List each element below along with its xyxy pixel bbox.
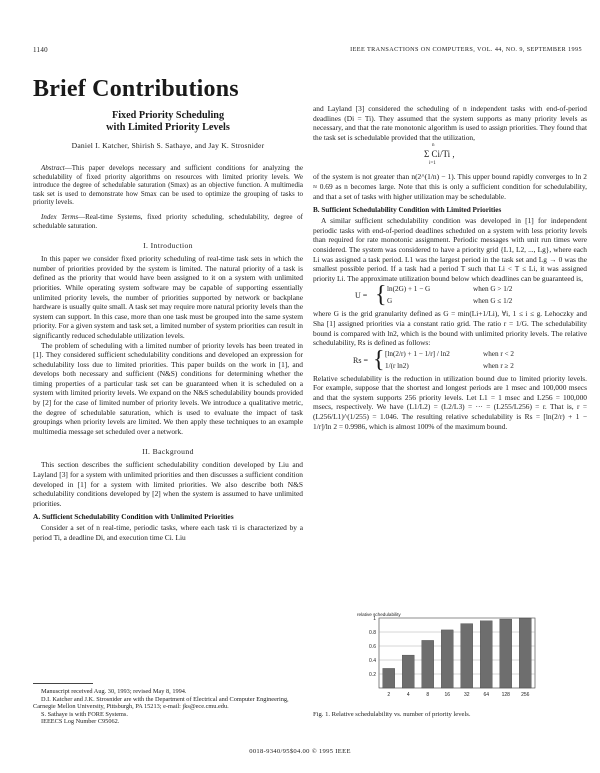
figure-1 bbox=[339, 608, 539, 700]
y-tick-label: 0.6 bbox=[369, 644, 376, 650]
footnote bbox=[33, 683, 303, 726]
equation-relative-schedulability bbox=[313, 348, 587, 374]
bar-128 bbox=[500, 619, 512, 688]
equation-sum-index: i=1 bbox=[429, 161, 436, 167]
subsection-heading-a: A. Sufficient Schedulability Condition with Unlimited Priorities bbox=[33, 512, 234, 522]
left-column bbox=[33, 110, 303, 543]
equation-2-case-1: ln(2G) + 1 − G bbox=[387, 285, 431, 294]
y-tick-label: 1 bbox=[373, 616, 376, 622]
equation-2-case-2: G bbox=[387, 297, 393, 306]
index-terms-label: Index Terms bbox=[41, 212, 79, 221]
abstract-label: Abstract bbox=[41, 164, 65, 172]
equation-sum-top: n bbox=[432, 143, 435, 149]
section-heading-background: II. Background bbox=[142, 447, 194, 457]
footnote-rule bbox=[33, 683, 93, 684]
page-number: 1140 bbox=[33, 46, 48, 54]
footnote-line-3: S. Sathaye is with FORE Systems. bbox=[41, 710, 128, 718]
x-tick-label: 16 bbox=[444, 692, 451, 698]
y-tick-label: 0.8 bbox=[369, 630, 376, 636]
authors: Daniel I. Katcher, Shirish S. Sathaye, and Jay K. Strosnider bbox=[71, 141, 265, 150]
equation-utilization bbox=[313, 145, 587, 169]
equation-utilization-bound bbox=[313, 283, 587, 309]
right-paragraph-2: of the system is not greater than n(2^(1/n) − 1). This upper bound rapidly converges to ln 2 ≈ 0.69 as n becomes large. Note that this is only a sufficient condition for schedulability, and that a set of tasks with higher utilization may be schedulable. bbox=[313, 172, 587, 201]
right-column bbox=[313, 104, 587, 431]
intro-paragraph-1: In this paper we consider fixed priority scheduling of real-time task sets in which the number of priorities provided by the system is limited. The natural priority of a task is defined as the priority that would have been assigned to it on a system with unlimited priorities. While operating system software may be capable of supporting essentially unlimited priority levels, the number of priorities supported by network or backplane hardware is usually quite small. A task set may require more natural priority levels than the system can support. In this case, more than one task must be grouped into the same system priority. For a given system and task set, a limited number of system priorities can result in significantly reduced schedulable utilization levels. bbox=[33, 254, 303, 340]
equation-3-condition-1: when r < 2 bbox=[483, 349, 514, 358]
x-tick-label: 64 bbox=[483, 692, 490, 698]
x-tick-label: 8 bbox=[426, 692, 430, 698]
y-tick-label: 0.4 bbox=[369, 658, 376, 664]
equation-3-case-2: 1/(r ln2) bbox=[385, 361, 409, 370]
background-paragraph-1: This section describes the sufficient schedulability condition developed by Liu and Layland [3] for a system with unlimited priorities and then discusses a sufficient condition developed in [1] for a system with limited priorities. We also describe both N&S schedulability conditions developed by [2] when the system is assumed to have unlimited priorities. bbox=[33, 460, 303, 508]
y-axis-label: relative schedulability bbox=[357, 612, 401, 617]
journal-header: IEEE TRANSACTIONS ON COMPUTERS, VOL. 44, NO. 9, SEPTEMBER 1995 bbox=[350, 46, 582, 53]
right-paragraph-3: A similar sufficient schedulability condition was developed in [1] for independent periodic tasks with end-of-period deadlines scheduled on a system with less priority levels than required for rate monotonic assignment. Periodic messages with unit run times were considered. The system was considered to have a priority grid {L1, L2, ..., Lg}, where each Li was assigned a task period. L1 was the largest period in the task set and Lg → 0 was the smallest possible period. If a task had a period T such that Li < T ≤ Li, it was assigned priority Li. The approximate utilization bound below which deadlines can be guaranteed is, bbox=[313, 216, 587, 283]
subsection-heading-b: B. Sufficient Schedulability Condition with Limited Priorities bbox=[313, 206, 502, 215]
article-title-line2: with Limited Priority Levels bbox=[106, 122, 230, 133]
abstract-text: —This paper develops necessary and sufficient conditions for analyzing the schedulability of fixed priority algorithms on resources with limited priority levels. We introduce the degree of schedulable saturation (Smax) as an objective function. A multimedia task set is used to demonstrate how Smax can be used to optimize the grouping of tasks to priority levels. bbox=[33, 164, 303, 207]
x-tick-label: 128 bbox=[501, 692, 510, 698]
equation-2-condition-2: when G ≤ 1/2 bbox=[473, 297, 513, 306]
figure-caption: Fig. 1. Relative schedulability vs. number of priority levels. bbox=[313, 711, 471, 718]
footnote-line-1: Manuscript received Aug. 30, 1993; revised May 8, 1994. bbox=[41, 688, 187, 695]
index-terms-text: —Real-time Systems, fixed priority scheduling, schedulability, degree of schedulable saturation. bbox=[33, 212, 304, 230]
subsection-a-paragraph: Consider a set of n real-time, periodic tasks, where each task τi is characterized by a period Ti, a deadline Di, and execution time Ci. Liu bbox=[33, 523, 303, 542]
index-terms bbox=[33, 213, 303, 230]
equation-3-case-1: [ln(2/r) + 1 − 1/r] / ln2 bbox=[385, 349, 450, 358]
bar-16 bbox=[441, 630, 453, 688]
bar-256 bbox=[519, 618, 531, 688]
section-heading-introduction: I. Introduction bbox=[143, 241, 193, 251]
intro-paragraph-2: The problem of scheduling with a limited number of priority levels has been treated in [1]. They considered sufficient schedulability conditions and developed an expression for schedulability loss due to limited priorities. This paper builds on the work in [1], and develops both necessary and sufficient (N&S) conditions for determining whether the timing properties of a particular task set can be guaranteed when it is scheduled on a system with limited priority levels. We expand on the N&S schedulability bounds provided by [2] for the case of limited number of priority levels. We introduce a qualitative metric, the degree of schedulable saturation, which is used to evaluate the impact of task groupings when priority levels are limited. We then apply these techniques to an example multimedia message set scheduled over a network. bbox=[33, 340, 303, 436]
x-tick-label: 32 bbox=[463, 692, 470, 698]
bar-2 bbox=[383, 668, 395, 688]
footnote-line-4: IEEECS Log Number C95062. bbox=[41, 718, 120, 726]
equation-3-condition-2: when r ≥ 2 bbox=[483, 361, 514, 370]
right-paragraph-1: and Layland [3] considered the scheduling of n independent tasks with end-of-period deadlines (Di = Ti). They assumed that the system supports as many priority levels as necessary, and that the rate monotonic algorithm is used to assign priorities. They found that the task set is schedulable provided that the utilization, bbox=[313, 104, 587, 142]
y-tick-label: 0.2 bbox=[369, 672, 376, 678]
right-paragraph-5: Relative schedulability is the reduction in utilization bound due to limited priority levels. For example, suppose that the shortest and longest periods are 1 msec and 100,000 msecs and that the system supports 256 priority levels. Let L1 = 1 msec and L256 = 100,000 msecs, respectively. We have (L1/L2) = (L2/L3) = ··· = (L255/L256) = r. That is, r = (L256/L1)^(1/255) = 1.046. The resulting relative schedulability is Rs = [ln(2/r) + 1 − 1/r]/ln 2 = 0.9986, which is almost 100% of the maximum bound. bbox=[313, 373, 587, 431]
bar-64 bbox=[480, 621, 492, 688]
section-title: Brief Contributions bbox=[33, 76, 239, 102]
x-tick-label: 4 bbox=[406, 692, 410, 698]
right-paragraph-4: where G is the grid granularity defined as G = min(Li+1/Li), ∀i, 1 ≤ i ≤ g. Lehoczky and Sha [1] assigned priorities via a constant ratio grid. The ratio r = 1/G. The schedulability bound is compared with ln2, which is the bound with unlimited priority levels. The relative schedulability, Rs is defined as follows: bbox=[313, 309, 587, 348]
bar-32 bbox=[461, 624, 473, 688]
copyright-footer: 0018-9340/95$04.00 © 1995 IEEE bbox=[249, 748, 351, 755]
equation-sum: Σ Ci/Ti , bbox=[424, 149, 455, 160]
abstract bbox=[33, 164, 303, 230]
x-tick-label: 2 bbox=[387, 692, 391, 698]
equation-3-lhs: Rs = bbox=[353, 355, 368, 365]
equation-2-condition-1: when G > 1/2 bbox=[473, 285, 513, 294]
equation-2-lhs: U = bbox=[355, 291, 368, 301]
brace-icon: { bbox=[373, 346, 385, 373]
brace-icon: { bbox=[375, 282, 387, 309]
bar-4 bbox=[402, 655, 414, 688]
relative-schedulability-chart bbox=[339, 608, 539, 700]
article-title-line1: Fixed Priority Scheduling bbox=[111, 110, 225, 121]
x-tick-label: 256 bbox=[521, 692, 530, 698]
footnote-line-2: D.I. Katcher and J.K. Strosnider are with the Department of Electrical and Computer Engineering, Carnegie Mellon University, Pittsburgh, PA 15213; e-mail: jks@ece.cmu.edu. bbox=[33, 695, 289, 711]
bar-8 bbox=[422, 640, 434, 688]
